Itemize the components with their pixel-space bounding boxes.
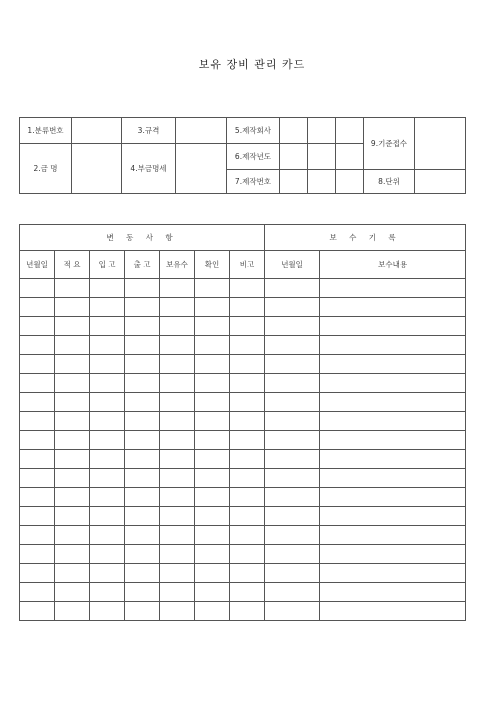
table-row <box>20 298 466 317</box>
manufacture-year-field-3[interactable] <box>336 144 364 170</box>
table-cell[interactable] <box>20 545 55 564</box>
table-cell[interactable] <box>320 355 466 374</box>
changes-col-inbound: 입 고 <box>90 251 125 279</box>
manufacture-no-field-3[interactable] <box>336 170 364 194</box>
table-cell[interactable] <box>320 564 466 583</box>
table-cell[interactable] <box>160 469 195 488</box>
table-cell[interactable] <box>160 526 195 545</box>
table-cell[interactable] <box>265 431 320 450</box>
table-cell[interactable] <box>160 412 195 431</box>
table-cell[interactable] <box>20 355 55 374</box>
table-cell[interactable] <box>90 469 125 488</box>
table-cell[interactable] <box>230 602 265 621</box>
table-cell[interactable] <box>265 450 320 469</box>
table-cell[interactable] <box>265 393 320 412</box>
table-cell[interactable] <box>160 317 195 336</box>
table-cell[interactable] <box>160 374 195 393</box>
table-cell[interactable] <box>160 488 195 507</box>
table-row <box>20 545 466 564</box>
table-cell[interactable] <box>265 602 320 621</box>
table-row <box>20 279 466 298</box>
table-cell[interactable] <box>195 564 230 583</box>
table-cell[interactable] <box>320 488 466 507</box>
table-cell[interactable] <box>195 336 230 355</box>
table-cell[interactable] <box>55 450 90 469</box>
table-row <box>20 317 466 336</box>
table-cell[interactable] <box>125 507 160 526</box>
manufacturer-label: 5.제작회사 <box>227 118 280 144</box>
table-cell[interactable] <box>320 526 466 545</box>
table-cell[interactable] <box>20 374 55 393</box>
table-cell[interactable] <box>265 507 320 526</box>
table-cell[interactable] <box>230 431 265 450</box>
maintenance-col-date: 년월일 <box>265 251 320 279</box>
table-cell[interactable] <box>230 564 265 583</box>
table-cell[interactable] <box>55 488 90 507</box>
table-cell[interactable] <box>265 564 320 583</box>
table-cell[interactable] <box>55 526 90 545</box>
table-cell[interactable] <box>20 317 55 336</box>
table-cell[interactable] <box>230 507 265 526</box>
base-stock-label: 9.기준접수 <box>364 118 415 170</box>
table-cell[interactable] <box>90 488 125 507</box>
table-row <box>20 507 466 526</box>
changes-col-remarks: 비고 <box>230 251 265 279</box>
changes-col-date: 년월일 <box>20 251 55 279</box>
table-cell[interactable] <box>55 298 90 317</box>
table-cell[interactable] <box>160 507 195 526</box>
table-cell[interactable] <box>90 583 125 602</box>
table-cell[interactable] <box>125 564 160 583</box>
table-cell[interactable] <box>265 526 320 545</box>
item-name-label: 2.금 명 <box>20 144 72 194</box>
table-cell[interactable] <box>230 583 265 602</box>
table-row <box>20 431 466 450</box>
maintenance-section-header: 보 수 기 록 <box>265 225 466 251</box>
table-cell[interactable] <box>160 355 195 374</box>
table-cell[interactable] <box>320 317 466 336</box>
table-cell[interactable] <box>90 431 125 450</box>
table-cell[interactable] <box>90 355 125 374</box>
table-cell[interactable] <box>230 450 265 469</box>
table-cell[interactable] <box>230 412 265 431</box>
table-cell[interactable] <box>125 450 160 469</box>
table-cell[interactable] <box>320 602 466 621</box>
table-cell[interactable] <box>55 393 90 412</box>
table-cell[interactable] <box>230 298 265 317</box>
table-cell[interactable] <box>160 393 195 412</box>
table-cell[interactable] <box>265 355 320 374</box>
table-cell[interactable] <box>90 336 125 355</box>
table-cell[interactable] <box>320 507 466 526</box>
manufacturer-field-1[interactable] <box>280 118 308 144</box>
table-cell[interactable] <box>320 469 466 488</box>
manufacture-year-label: 6.제작년도 <box>227 144 280 170</box>
table-cell[interactable] <box>125 317 160 336</box>
table-cell[interactable] <box>55 507 90 526</box>
table-cell[interactable] <box>230 488 265 507</box>
table-cell[interactable] <box>90 545 125 564</box>
table-cell[interactable] <box>230 469 265 488</box>
table-cell[interactable] <box>320 431 466 450</box>
table-cell[interactable] <box>55 545 90 564</box>
table-cell[interactable] <box>160 336 195 355</box>
table-cell[interactable] <box>320 279 466 298</box>
table-cell[interactable] <box>90 412 125 431</box>
base-stock-field[interactable] <box>415 118 466 170</box>
table-cell[interactable] <box>265 488 320 507</box>
parts-list-label: 4.부금명세 <box>122 144 176 194</box>
table-row <box>20 526 466 545</box>
table-cell[interactable] <box>125 526 160 545</box>
table-cell[interactable] <box>20 412 55 431</box>
table-row <box>20 469 466 488</box>
table-cell[interactable] <box>265 545 320 564</box>
table-cell[interactable] <box>20 583 55 602</box>
table-cell[interactable] <box>160 545 195 564</box>
manufacture-no-field-2[interactable] <box>308 170 336 194</box>
table-cell[interactable] <box>125 393 160 412</box>
manufacture-no-field-1[interactable] <box>280 170 308 194</box>
table-cell[interactable] <box>55 602 90 621</box>
table-cell[interactable] <box>55 583 90 602</box>
table-cell[interactable] <box>20 431 55 450</box>
table-cell[interactable] <box>125 488 160 507</box>
table-row <box>20 412 466 431</box>
table-cell[interactable] <box>265 583 320 602</box>
classification-no-label: 1.분류번호 <box>20 118 72 144</box>
changes-col-on-hand: 보유수 <box>160 251 195 279</box>
table-cell[interactable] <box>265 317 320 336</box>
table-cell[interactable] <box>90 317 125 336</box>
table-cell[interactable] <box>90 564 125 583</box>
table-cell[interactable] <box>20 507 55 526</box>
table-cell[interactable] <box>55 412 90 431</box>
table-cell[interactable] <box>20 488 55 507</box>
table-cell[interactable] <box>195 488 230 507</box>
table-cell[interactable] <box>160 279 195 298</box>
equipment-info-table <box>19 117 466 194</box>
table-cell[interactable] <box>20 279 55 298</box>
table-cell[interactable] <box>90 450 125 469</box>
table-cell[interactable] <box>20 469 55 488</box>
table-cell[interactable] <box>230 374 265 393</box>
table-cell[interactable] <box>20 336 55 355</box>
table-cell[interactable] <box>195 469 230 488</box>
spec-field[interactable] <box>176 118 227 144</box>
table-cell[interactable] <box>125 545 160 564</box>
table-cell[interactable] <box>125 298 160 317</box>
table-cell[interactable] <box>90 393 125 412</box>
table-cell[interactable] <box>20 602 55 621</box>
table-cell[interactable] <box>195 279 230 298</box>
table-cell[interactable] <box>55 564 90 583</box>
classification-no-field[interactable] <box>72 118 122 144</box>
spec-label: 3.규격 <box>122 118 176 144</box>
table-cell[interactable] <box>195 393 230 412</box>
table-cell[interactable] <box>20 564 55 583</box>
table-cell[interactable] <box>195 526 230 545</box>
manufacture-year-field-2[interactable] <box>308 144 336 170</box>
table-cell[interactable] <box>90 507 125 526</box>
table-cell[interactable] <box>160 298 195 317</box>
table-cell[interactable] <box>195 583 230 602</box>
table-cell[interactable] <box>55 317 90 336</box>
unit-field[interactable] <box>415 170 466 194</box>
table-cell[interactable] <box>125 279 160 298</box>
changes-col-summary: 적 요 <box>55 251 90 279</box>
table-cell[interactable] <box>195 507 230 526</box>
table-cell[interactable] <box>230 317 265 336</box>
table-cell[interactable] <box>125 602 160 621</box>
table-row <box>20 602 466 621</box>
table-cell[interactable] <box>55 431 90 450</box>
change-and-maintenance-log-table <box>19 224 466 621</box>
manufacturer-field-2[interactable] <box>308 118 336 144</box>
table-cell[interactable] <box>160 602 195 621</box>
table-row <box>20 583 466 602</box>
table-cell[interactable] <box>195 317 230 336</box>
table-cell[interactable] <box>55 279 90 298</box>
table-cell[interactable] <box>20 298 55 317</box>
table-cell[interactable] <box>320 374 466 393</box>
table-cell[interactable] <box>265 374 320 393</box>
table-cell[interactable] <box>265 298 320 317</box>
page-title: 보유 장비 관리 카드 <box>198 58 306 71</box>
table-cell[interactable] <box>320 450 466 469</box>
table-cell[interactable] <box>55 374 90 393</box>
table-cell[interactable] <box>265 336 320 355</box>
table-cell[interactable] <box>195 602 230 621</box>
table-row <box>20 450 466 469</box>
table-cell[interactable] <box>265 279 320 298</box>
table-cell[interactable] <box>320 412 466 431</box>
table-cell[interactable] <box>230 279 265 298</box>
table-cell[interactable] <box>230 393 265 412</box>
table-cell[interactable] <box>265 469 320 488</box>
table-cell[interactable] <box>90 526 125 545</box>
maintenance-col-details: 보수내용 <box>320 251 466 279</box>
table-row <box>20 488 466 507</box>
parts-list-field[interactable] <box>176 144 227 194</box>
table-cell[interactable] <box>230 526 265 545</box>
changes-col-outbound: 출 고 <box>125 251 160 279</box>
table-cell[interactable] <box>125 412 160 431</box>
table-row <box>20 336 466 355</box>
table-cell[interactable] <box>230 336 265 355</box>
table-row <box>20 374 466 393</box>
table-row <box>20 564 466 583</box>
table-cell[interactable] <box>125 431 160 450</box>
item-name-field[interactable] <box>72 144 122 194</box>
table-cell[interactable] <box>160 564 195 583</box>
table-cell[interactable] <box>195 355 230 374</box>
manufacturer-field-3[interactable] <box>336 118 364 144</box>
table-cell[interactable] <box>320 393 466 412</box>
table-cell[interactable] <box>20 450 55 469</box>
table-cell[interactable] <box>125 355 160 374</box>
manufacture-no-label: 7.제작번호 <box>227 170 280 194</box>
table-cell[interactable] <box>55 336 90 355</box>
table-cell[interactable] <box>195 431 230 450</box>
table-cell[interactable] <box>320 336 466 355</box>
table-cell[interactable] <box>125 336 160 355</box>
table-cell[interactable] <box>125 583 160 602</box>
table-cell[interactable] <box>160 450 195 469</box>
changes-section-header: 변 동 사 항 <box>20 225 265 251</box>
table-cell[interactable] <box>230 355 265 374</box>
table-cell[interactable] <box>20 393 55 412</box>
table-cell[interactable] <box>90 279 125 298</box>
manufacture-year-field-1[interactable] <box>280 144 308 170</box>
table-cell[interactable] <box>320 583 466 602</box>
table-cell[interactable] <box>195 545 230 564</box>
table-cell[interactable] <box>195 374 230 393</box>
table-cell[interactable] <box>160 431 195 450</box>
table-cell[interactable] <box>55 469 90 488</box>
table-cell[interactable] <box>160 583 195 602</box>
table-cell[interactable] <box>265 412 320 431</box>
table-cell[interactable] <box>195 450 230 469</box>
table-cell[interactable] <box>90 602 125 621</box>
table-row <box>20 393 466 412</box>
table-row <box>20 355 466 374</box>
table-cell[interactable] <box>320 298 466 317</box>
table-cell[interactable] <box>230 545 265 564</box>
table-cell[interactable] <box>90 298 125 317</box>
unit-label: 8.단위 <box>364 170 415 194</box>
table-cell[interactable] <box>125 469 160 488</box>
table-cell[interactable] <box>195 412 230 431</box>
table-cell[interactable] <box>195 298 230 317</box>
table-cell[interactable] <box>20 526 55 545</box>
table-cell[interactable] <box>55 355 90 374</box>
changes-col-confirm: 확인 <box>195 251 230 279</box>
table-cell[interactable] <box>125 374 160 393</box>
table-cell[interactable] <box>320 545 466 564</box>
table-cell[interactable] <box>90 374 125 393</box>
